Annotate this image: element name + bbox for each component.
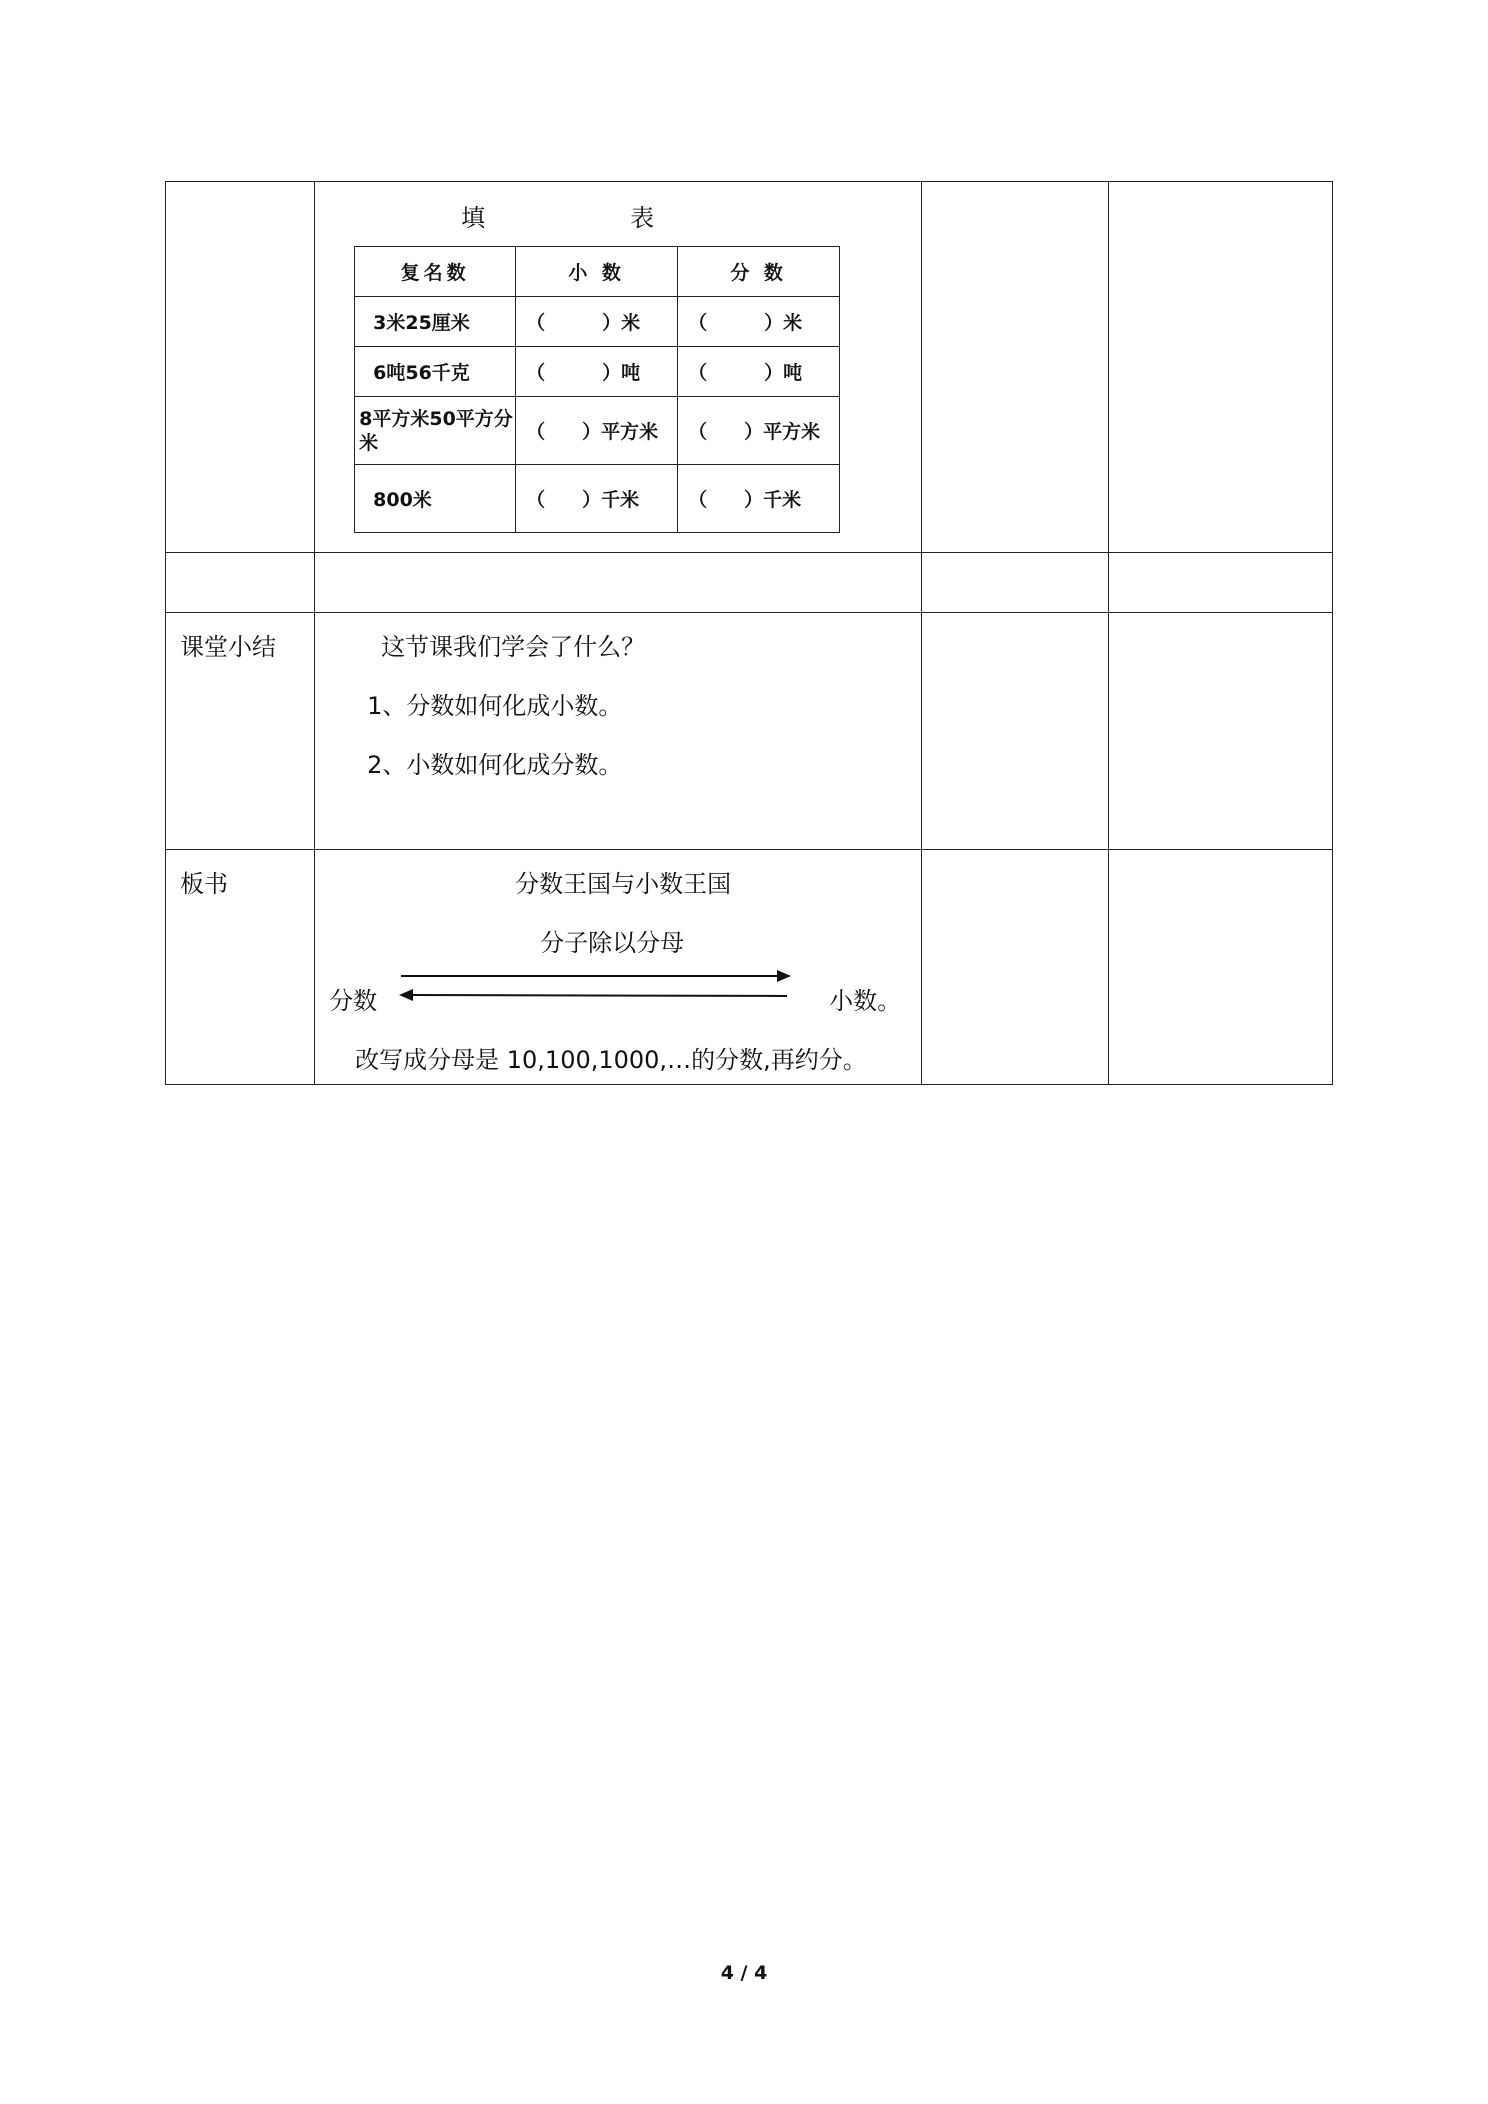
empty-cell	[921, 553, 1108, 613]
compound-cell: 800米	[355, 465, 516, 533]
fraction-blank[interactable]	[678, 297, 840, 347]
header-compound: 复名数	[355, 247, 516, 297]
summary-item-1: 1、分数如何化成小数。	[367, 692, 623, 720]
table-row	[355, 347, 840, 397]
exercise-col4-cell	[1108, 182, 1332, 553]
unit-label: ）米	[602, 312, 641, 334]
board-note: 改写成分母是 10,100,1000,…的分数,再约分。	[355, 1046, 867, 1074]
conversion-arrows-icon	[395, 965, 795, 1005]
unit-label: ）吨	[764, 362, 803, 384]
unit-label: ）平方米	[744, 421, 821, 443]
summary-col3-cell	[921, 613, 1108, 850]
exercise-col3-cell	[921, 182, 1108, 553]
empty-row	[166, 553, 1333, 613]
summary-question: 这节课我们学会了什么？	[381, 633, 646, 661]
fill-table-header	[355, 247, 840, 297]
decimal-blank[interactable]	[516, 397, 678, 465]
header-decimal: 小 数	[516, 247, 678, 297]
open-paren: （	[526, 312, 546, 334]
open-paren: （	[688, 489, 708, 511]
exercise-content-cell	[315, 182, 922, 553]
compound-cell: 6吨56千克	[355, 347, 516, 397]
board-col3-cell	[921, 850, 1108, 1085]
board-decimal-label: 小数。	[829, 987, 902, 1015]
summary-content-cell	[315, 613, 922, 850]
header-fraction: 分 数	[678, 247, 840, 297]
unit-label: ）千米	[582, 489, 640, 511]
fraction-blank[interactable]	[678, 347, 840, 397]
open-paren: （	[688, 421, 708, 443]
compound-cell: 8平方米50平方分米	[355, 397, 516, 465]
unit-label: ）米	[764, 312, 803, 334]
unit-label: ）吨	[602, 362, 641, 384]
summary-item-2: 2、小数如何化成分数。	[367, 751, 623, 779]
table-row	[355, 297, 840, 347]
fraction-blank[interactable]	[678, 465, 840, 533]
board-row	[166, 850, 1333, 1085]
open-paren: （	[688, 362, 708, 384]
exercise-label-cell	[166, 182, 315, 553]
board-label: 板书	[166, 850, 315, 1085]
decimal-blank[interactable]	[516, 297, 678, 347]
fill-in-table	[354, 246, 840, 533]
board-col4-cell	[1108, 850, 1332, 1085]
unit-label: ）平方米	[582, 421, 659, 443]
decimal-blank[interactable]	[516, 465, 678, 533]
fill-title-right: 表	[630, 204, 655, 232]
exercise-row	[166, 182, 1333, 553]
summary-col4-cell	[1108, 613, 1332, 850]
open-paren: （	[526, 421, 546, 443]
open-paren: （	[526, 489, 546, 511]
fill-table-title	[315, 182, 921, 246]
board-rule: 分子除以分母	[540, 929, 685, 957]
table-row	[355, 465, 840, 533]
empty-cell	[315, 553, 922, 613]
summary-row	[166, 613, 1333, 850]
compound-cell: 3米25厘米	[355, 297, 516, 347]
board-content-cell	[315, 850, 922, 1085]
summary-label: 课堂小结	[166, 613, 315, 850]
open-paren: （	[688, 312, 708, 334]
unit-label: ）千米	[744, 489, 802, 511]
fill-title-left: 填	[461, 204, 486, 232]
board-title: 分数王国与小数王国	[515, 870, 732, 898]
decimal-blank[interactable]	[516, 347, 678, 397]
empty-cell	[166, 553, 315, 613]
table-row	[355, 397, 840, 465]
board-fraction-label: 分数	[329, 987, 378, 1015]
open-paren: （	[526, 362, 546, 384]
empty-cell	[1108, 553, 1332, 613]
lesson-plan-table	[165, 181, 1333, 1085]
fraction-blank[interactable]	[678, 397, 840, 465]
page-number: 4 / 4	[720, 1962, 768, 1984]
